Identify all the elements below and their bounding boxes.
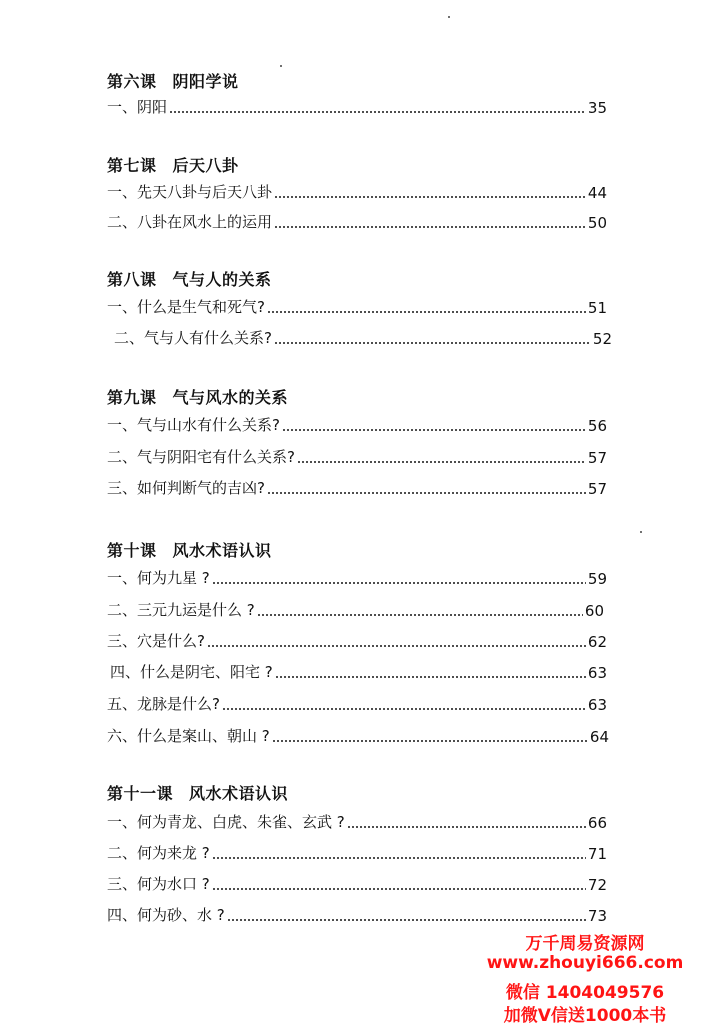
toc-entry[interactable] bbox=[107, 447, 607, 467]
toc-entry[interactable] bbox=[107, 182, 607, 202]
toc-entry[interactable] bbox=[110, 662, 607, 682]
dot-leader bbox=[227, 919, 586, 921]
dot-leader bbox=[257, 614, 583, 616]
section-title: 气与风水的关系 bbox=[172, 388, 289, 407]
entry-page: 50 bbox=[587, 214, 607, 232]
section-heading bbox=[107, 69, 239, 92]
entry-page: 51 bbox=[587, 299, 607, 317]
section-number: 第八课 bbox=[107, 270, 157, 289]
entry-label: 三、何为水口 ? bbox=[107, 875, 210, 893]
entry-label: 四、什么是阴宅、阳宅 ? bbox=[110, 663, 273, 681]
entry-label: 二、气与阴阳宅有什么关系? bbox=[107, 448, 295, 466]
dot-leader bbox=[275, 676, 586, 678]
watermark-wechat: 微信 1404049576 bbox=[505, 983, 665, 1003]
entry-label: 一、什么是生气和死气? bbox=[107, 298, 265, 316]
entry-label: 一、气与山水有什么关系? bbox=[107, 416, 280, 434]
section-title: 阴阳学说 bbox=[172, 72, 239, 91]
toc-entry[interactable] bbox=[107, 600, 604, 620]
section-number: 第十一课 bbox=[107, 784, 174, 803]
section-number: 第九课 bbox=[107, 388, 157, 407]
toc-entry[interactable] bbox=[107, 568, 607, 588]
watermark-url: www.zhouyi666.com bbox=[486, 953, 684, 973]
toc-entry[interactable] bbox=[107, 694, 607, 714]
dot-leader bbox=[169, 111, 586, 113]
dot-leader bbox=[207, 645, 586, 647]
entry-page: 64 bbox=[589, 728, 609, 746]
entry-label: 一、何为青龙、白虎、朱雀、玄武 ? bbox=[107, 813, 345, 831]
dot-leader bbox=[347, 826, 586, 828]
section-number: 第十课 bbox=[107, 541, 157, 560]
dot-leader bbox=[297, 461, 586, 463]
entry-label: 三、如何判断气的吉凶? bbox=[107, 479, 265, 497]
toc-entry[interactable] bbox=[107, 97, 607, 117]
entry-page: 57 bbox=[587, 480, 607, 498]
entry-page: 59 bbox=[587, 570, 607, 588]
watermark-site-name: 万千周易资源网 bbox=[525, 934, 645, 954]
section-heading bbox=[107, 538, 272, 561]
dot-leader bbox=[212, 582, 586, 584]
entry-label: 二、何为来龙 ? bbox=[107, 844, 210, 862]
dot-leader bbox=[222, 708, 586, 710]
section-heading bbox=[107, 385, 288, 408]
toc-entry[interactable] bbox=[107, 874, 607, 894]
dot-leader bbox=[212, 857, 586, 859]
dot-leader bbox=[274, 342, 591, 344]
toc-entry[interactable] bbox=[107, 726, 609, 746]
entry-label: 二、八卦在风水上的运用 bbox=[107, 213, 273, 231]
entry-page: 66 bbox=[587, 814, 607, 832]
section-title: 风水术语认识 bbox=[189, 784, 289, 803]
entry-label: 四、何为砂、水 ? bbox=[107, 906, 225, 924]
dot-leader bbox=[267, 311, 586, 313]
toc-entry[interactable] bbox=[107, 297, 607, 317]
toc-entry[interactable] bbox=[107, 415, 607, 435]
toc-entry[interactable] bbox=[107, 905, 607, 925]
section-heading bbox=[107, 267, 272, 290]
entry-label: 一、先天八卦与后天八卦 bbox=[107, 183, 273, 201]
scan-speck bbox=[280, 65, 282, 67]
entry-label: 六、什么是案山、朝山 ? bbox=[107, 727, 270, 745]
entry-page: 44 bbox=[587, 184, 607, 202]
entry-label: 五、龙脉是什么? bbox=[107, 695, 220, 713]
entry-page: 72 bbox=[587, 876, 607, 894]
dot-leader bbox=[282, 429, 586, 431]
entry-page: 73 bbox=[587, 907, 607, 925]
dot-leader bbox=[274, 196, 586, 198]
entry-label: 二、三元九运是什么 ? bbox=[107, 601, 255, 619]
dot-leader bbox=[267, 492, 586, 494]
entry-page: 62 bbox=[587, 633, 607, 651]
toc-entry[interactable] bbox=[107, 212, 607, 232]
section-heading bbox=[107, 153, 239, 176]
entry-page: 57 bbox=[587, 449, 607, 467]
section-heading bbox=[107, 781, 288, 804]
entry-label: 一、何为九星 ? bbox=[107, 569, 210, 587]
scan-speck bbox=[448, 16, 450, 18]
entry-page: 63 bbox=[587, 664, 607, 682]
section-title: 气与人的关系 bbox=[172, 270, 272, 289]
dot-leader bbox=[272, 740, 588, 742]
entry-page: 60 bbox=[584, 602, 604, 620]
entry-page: 71 bbox=[587, 845, 607, 863]
scan-speck bbox=[640, 531, 642, 533]
entry-page: 52 bbox=[592, 330, 612, 348]
entry-page: 63 bbox=[587, 696, 607, 714]
toc-entry[interactable] bbox=[107, 631, 607, 651]
toc-entry[interactable] bbox=[114, 328, 612, 348]
entry-page: 56 bbox=[587, 417, 607, 435]
dot-leader bbox=[274, 226, 586, 228]
entry-page: 35 bbox=[587, 99, 607, 117]
section-number: 第六课 bbox=[107, 72, 157, 91]
toc-entry[interactable] bbox=[107, 812, 607, 832]
entry-label: 三、穴是什么? bbox=[107, 632, 205, 650]
watermark-promo: 加微V信送1000本书 bbox=[503, 1006, 667, 1026]
entry-label: 二、气与人有什么关系? bbox=[114, 329, 272, 347]
dot-leader bbox=[212, 888, 586, 890]
toc-entry[interactable] bbox=[107, 478, 607, 498]
toc-entry[interactable] bbox=[107, 843, 607, 863]
entry-label: 一、阴阳 bbox=[107, 98, 168, 116]
section-title: 后天八卦 bbox=[172, 156, 239, 175]
section-number: 第七课 bbox=[107, 156, 157, 175]
section-title: 风水术语认识 bbox=[172, 541, 272, 560]
